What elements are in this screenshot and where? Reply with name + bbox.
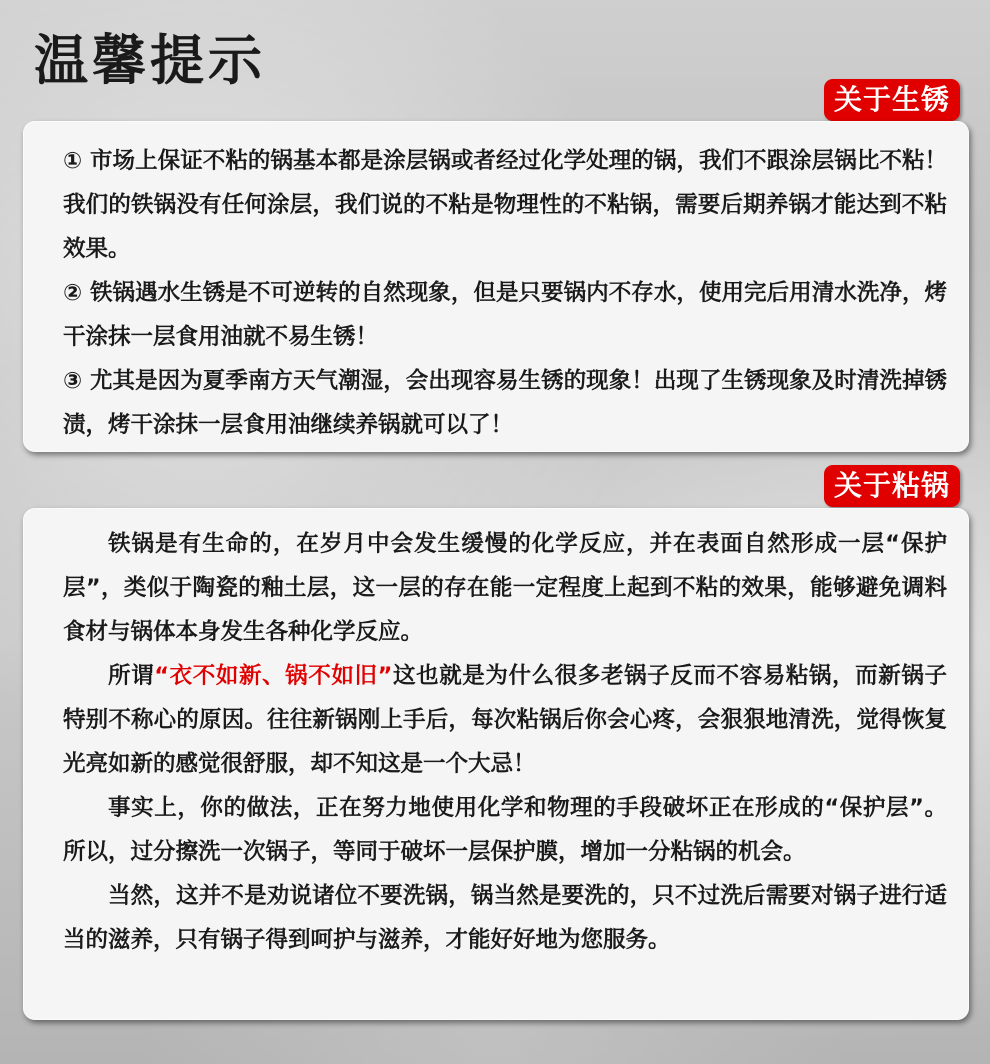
rust-info-text bbox=[63, 139, 947, 447]
sticking-paragraph-2 bbox=[63, 654, 947, 786]
sticking-paragraph-4: 当然，这并不是劝说诸位不要洗锅，锅当然是要洗的，只不过洗后需要对锅子进行适当的滋养，只有锅子得到呵护与滋养，才能好好地为您服务。 bbox=[63, 883, 947, 953]
sticking-paragraph-2-suffix: 这也就是为什么很多老锅子反而不容易粘锅，而新锅子特别不称心的原因。往往新锅刚上手后，每次粘锅后你会心疼，会狠狠地清洗，觉得恢复光亮如新的感觉很舒服，却不知这是一个大忌！ bbox=[63, 663, 947, 777]
sticking-info-panel bbox=[23, 508, 969, 1020]
sticking-info-text bbox=[63, 522, 947, 962]
rust-tip-2: ② 铁锅遇水生锈是不可逆转的自然现象，但是只要锅内不存水，使用完后用清水洗净，烤干涂抹一层食用油就不易生锈！ bbox=[63, 280, 947, 350]
page-title: 温馨提示 bbox=[34, 29, 266, 92]
rust-section-tag: 关于生锈 bbox=[824, 79, 960, 121]
proverb-highlight: “衣不如新、锅不如旧” bbox=[154, 663, 393, 689]
sticking-paragraph-2-prefix: 所谓 bbox=[108, 663, 155, 689]
rust-tip-3: ③ 尤其是因为夏季南方天气潮湿，会出现容易生锈的现象！出现了生锈现象及时清洗掉锈渍，烤干涂抹一层食用油继续养锅就可以了！ bbox=[63, 368, 947, 438]
rust-info-panel bbox=[23, 121, 969, 452]
sticking-paragraph-3: 事实上，你的做法，正在努力地使用化学和物理的手段破坏正在形成的“保护层”。所以，过分擦洗一次锅子，等同于破坏一层保护膜，增加一分粘锅的机会。 bbox=[63, 795, 947, 865]
rust-tip-1: ① 市场上保证不粘的锅基本都是涂层锅或者经过化学处理的锅，我们不跟涂层锅比不粘！我们的铁锅没有任何涂层，我们说的不粘是物理性的不粘锅，需要后期养锅才能达到不粘效果。 bbox=[63, 148, 947, 262]
sticking-paragraph-1: 铁锅是有生命的，在岁月中会发生缓慢的化学反应，并在表面自然形成一层“保护层”，类似于陶瓷的釉土层，这一层的存在能一定程度上起到不粘的效果，能够避免调料食材与锅体本身发生各种化学反应。 bbox=[63, 531, 947, 645]
sticking-section-tag: 关于粘锅 bbox=[824, 465, 960, 507]
